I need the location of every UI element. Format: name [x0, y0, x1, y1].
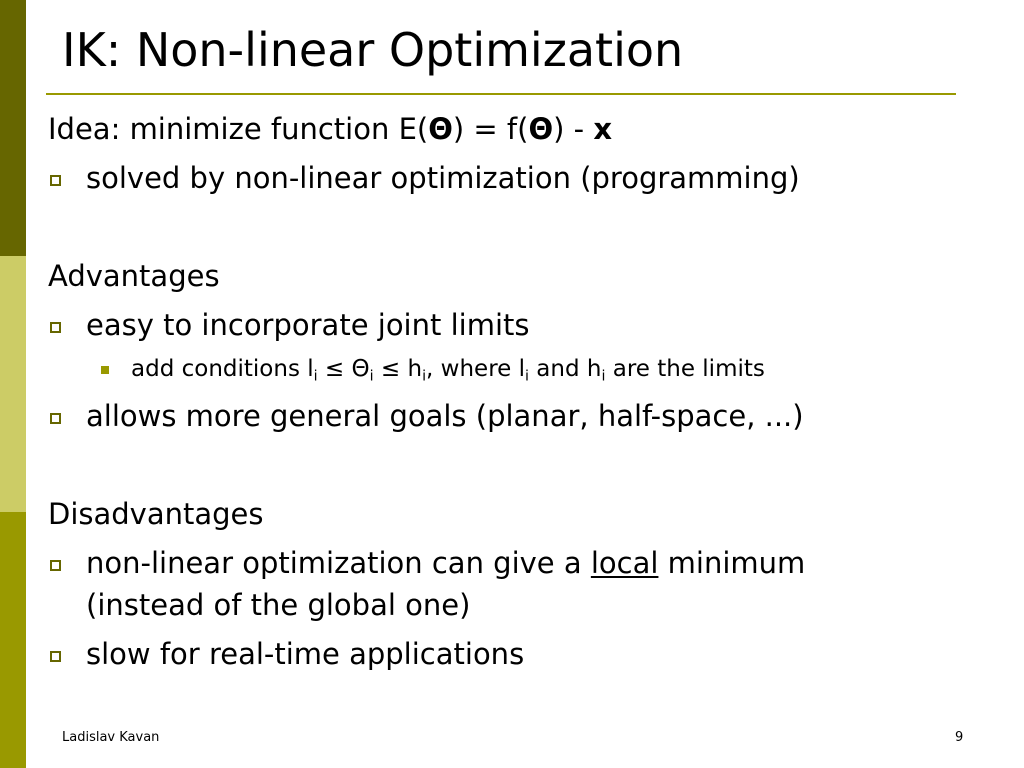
underlined-local: local: [590, 546, 659, 580]
title-divider: [46, 93, 956, 95]
sidebar-band-dark: [0, 0, 26, 256]
sidebar-band-mid: [0, 512, 26, 768]
idea-line: [48, 111, 612, 147]
target-x: x: [593, 112, 613, 146]
hollow-square-bullet-icon: [50, 413, 61, 424]
page-number: 9: [955, 730, 964, 745]
bullet-local-minimum-line2: (instead of the global one): [86, 588, 471, 622]
sub-bullet-conditions: add conditions $l_i \le \Theta_i \le h_i$, where $l_i$ and $h_i$ are the limits: [131, 356, 765, 385]
bullet-joint-limits: easy to incorporate joint limits: [86, 308, 530, 342]
idea-mid: ) = f(: [452, 112, 529, 146]
hollow-square-bullet-icon: [50, 651, 61, 662]
theta-symbol: Θ: [428, 112, 453, 146]
bullet-solved: solved by non-linear optimization (programming): [86, 161, 800, 195]
hollow-square-bullet-icon: [50, 322, 61, 333]
hollow-square-bullet-icon: [50, 175, 61, 186]
footer-author: Ladislav Kavan: [62, 730, 160, 745]
bullet-slow: slow for real-time applications: [86, 637, 525, 671]
idea-prefix: Idea: minimize function E(: [48, 112, 429, 146]
theta-symbol: Θ: [528, 112, 554, 146]
idea-suffix: ) -: [553, 112, 594, 146]
decorative-sidebar: [0, 0, 26, 768]
bullet-local-minimum: non-linear optimization can give a local minimum: [86, 546, 806, 580]
slide-title: IK: Non-linear Optimization: [62, 23, 684, 77]
solid-square-bullet-icon: [101, 366, 109, 374]
disadvantages-heading: Disadvantages: [48, 497, 264, 531]
bullet-general-goals: allows more general goals (planar, half-space, ...): [86, 399, 804, 433]
hollow-square-bullet-icon: [50, 560, 61, 571]
advantages-heading: Advantages: [48, 259, 220, 293]
sidebar-band-light: [0, 256, 26, 512]
